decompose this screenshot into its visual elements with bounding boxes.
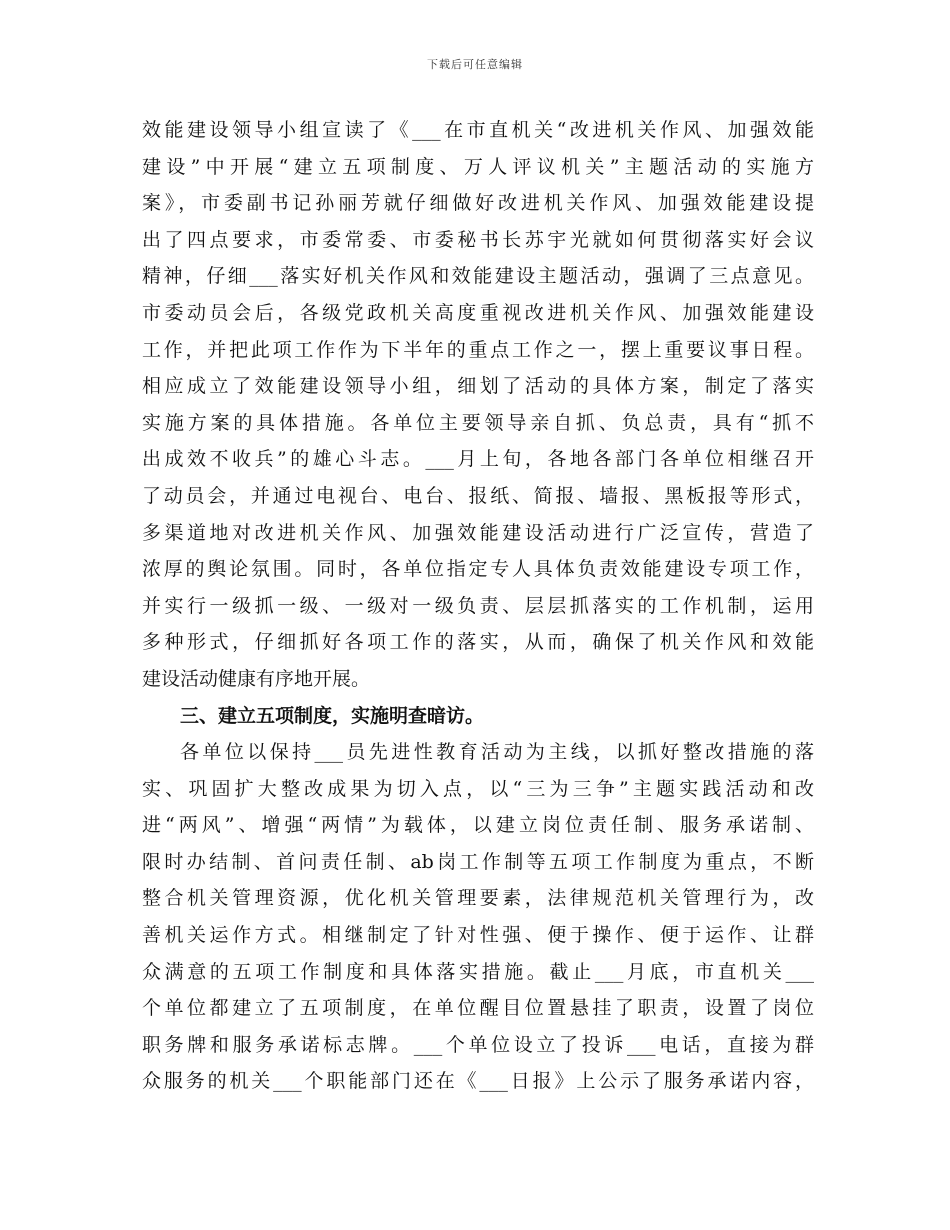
text-line: 实、巩固扩大整改成果为切入点，以“三为三争”主题实践活动和改 xyxy=(142,777,814,800)
text-line: 个单位都建立了五项制度，在单位醒目位置悬挂了职责，设置了岗位 xyxy=(142,997,814,1020)
text-line: 浓厚的舆论氛围。同时，各单位指定专人具体负责效能建设专项工作， xyxy=(142,558,814,581)
text-line: 进“两风”、增强“两情”为载体，以建立岗位责任制、服务承诺制、 xyxy=(142,814,814,837)
text-line: 相应成立了效能建设领导小组，细划了活动的具体方案，制定了落实 xyxy=(142,375,814,398)
text-line: 建设”中开展“建立五项制度、万人评议机关”主题活动的实施方 xyxy=(142,155,814,178)
text-line: 实施方案的具体措施。各单位主要领导亲自抓、负总责，具有“抓不 xyxy=(142,411,814,434)
text-line: 了动员会，并通过电视台、电台、报纸、简报、墙报、黑板报等形式， xyxy=(142,484,814,507)
document-body xyxy=(142,112,814,1100)
section-heading: 三、建立五项制度，实施明查暗访。 xyxy=(180,704,485,727)
text-line: 工作，并把此项工作作为下半年的重点工作之一，摆上重要议事日程。 xyxy=(142,338,814,361)
text-line: 各单位以保持___员先进性教育活动为主线，以抓好整改措施的落 xyxy=(180,741,814,764)
page-header-note: 下载后可任意编辑 xyxy=(427,58,523,71)
text-line: 众服务的机关___个职能部门还在《___日报》上公示了服务承诺内容， xyxy=(142,1070,814,1093)
text-line: 效能建设领导小组宣读了《___在市直机关“改进机关作风、加强效能 xyxy=(142,119,814,141)
text-line: 市委动员会后，各级党政机关高度重视改进机关作风、加强效能建设 xyxy=(142,301,814,324)
text-line: 职务牌和服务承诺标志牌。___个单位设立了投诉___电话，直接为群 xyxy=(142,1033,814,1056)
text-line: 建设活动健康有序地开展。 xyxy=(142,667,371,690)
text-line: 限时办结制、首问责任制、ab岗工作制等五项工作制度为重点，不断 xyxy=(142,850,814,873)
text-line: 多种形式，仔细抓好各项工作的落实，从而，确保了机关作风和效能 xyxy=(142,631,814,654)
text-line: 并实行一级抓一级、一级对一级负责、层层抓落实的工作机制，运用 xyxy=(142,594,814,617)
text-line: 案》，市委副书记孙丽芳就仔细做好改进机关作风、加强效能建设提 xyxy=(142,192,814,215)
text-line: 出成效不收兵”的雄心斗志。___月上旬，各地各部门各单位相继召开 xyxy=(142,448,814,471)
text-line: 多渠道地对改进机关作风、加强效能建设活动进行广泛宣传，营造了 xyxy=(142,521,814,544)
text-line: 整合机关管理资源，优化机关管理要素，法律规范机关管理行为，改 xyxy=(142,887,814,910)
text-line: 精神，仔细___落实好机关作风和效能建设主题活动，强调了三点意见。 xyxy=(142,265,814,288)
text-line: 众满意的五项工作制度和具体落实措施。截止___月底，市直机关___ xyxy=(142,960,814,983)
text-line: 出了四点要求，市委常委、市委秘书长苏宇光就如何贯彻落实好会议 xyxy=(142,228,814,251)
text-line: 善机关运作方式。相继制定了针对性强、便于操作、便于运作、让群 xyxy=(142,924,814,947)
